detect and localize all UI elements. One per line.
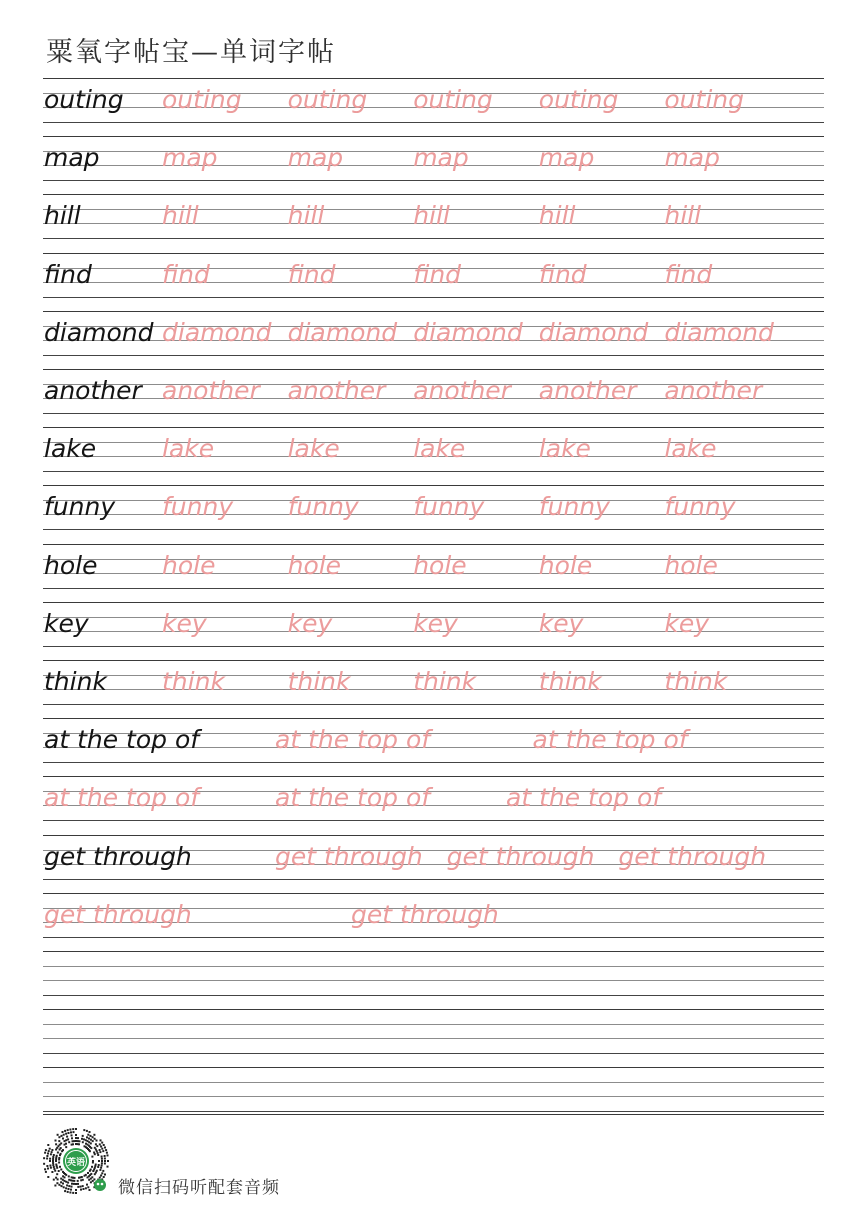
model-word: lake: [44, 434, 97, 464]
guide-line: [43, 136, 824, 137]
trace-word: find: [287, 259, 336, 289]
trace-word: hill: [664, 201, 702, 231]
trace-word: get through: [351, 899, 499, 929]
page-title: 粟氧字帖宝—单词字帖: [46, 37, 336, 68]
guide-line: [43, 1114, 824, 1115]
trace-word: hole: [413, 550, 467, 580]
trace-word: another: [413, 376, 511, 405]
trace-word: another: [538, 376, 637, 405]
guide-line: [43, 660, 824, 661]
guide-line: [43, 762, 824, 763]
guide-line: [43, 194, 824, 195]
trace-word: lake: [664, 434, 717, 464]
trace-word: key: [413, 608, 458, 638]
trace-word: funny: [287, 492, 359, 522]
trace-word: think: [162, 667, 225, 696]
trace-word: funny: [538, 492, 610, 522]
footer: [42, 1127, 342, 1199]
trace-word: map: [413, 143, 469, 173]
guide-line: [43, 588, 824, 589]
trace-word: find: [538, 259, 587, 289]
model-word: hole: [44, 550, 98, 580]
trace-word: diamond: [413, 317, 523, 347]
guide-line: [43, 485, 824, 486]
trace-word: outing: [287, 85, 368, 114]
model-word: key: [44, 608, 89, 638]
guide-line: [43, 820, 824, 821]
guide-line: [43, 835, 824, 836]
trace-word: lake: [413, 434, 466, 464]
trace-word: at the top of: [275, 725, 431, 755]
guide-line: [43, 879, 824, 880]
trace-word: key: [162, 608, 207, 638]
guide-line: [43, 893, 824, 894]
qr-code-icon[interactable]: [42, 1127, 110, 1195]
trace-word: another: [162, 376, 260, 405]
trace-word: another: [664, 376, 763, 405]
trace-word: find: [664, 259, 713, 289]
trace-word: diamond: [538, 317, 649, 347]
trace-word: funny: [413, 492, 485, 522]
guide-line: [43, 1024, 824, 1025]
guide-line: [43, 78, 824, 79]
guide-line: [43, 253, 824, 254]
guide-line: [43, 980, 824, 981]
trace-word: at the top of: [532, 725, 688, 755]
guide-line: [43, 311, 824, 312]
trace-word: find: [162, 259, 210, 289]
trace-word: at the top of: [44, 783, 200, 813]
trace-word: map: [287, 143, 344, 173]
guide-line: [43, 297, 824, 298]
trace-word: another: [287, 376, 386, 405]
guide-line: [43, 369, 824, 370]
trace-word: diamond: [162, 317, 272, 347]
guide-line: [43, 355, 824, 356]
guide-line: [43, 471, 824, 472]
trace-word: diamond: [664, 317, 774, 347]
model-word: hill: [44, 201, 81, 231]
trace-word: hill: [287, 201, 325, 231]
trace-word: outing: [162, 85, 242, 114]
model-word: find: [44, 259, 92, 289]
model-word: map: [44, 143, 100, 173]
guide-line: [43, 180, 824, 181]
guide-line: [43, 1096, 824, 1097]
guide-line: [43, 1067, 824, 1068]
guide-line: [43, 995, 824, 996]
trace-word: lake: [162, 434, 215, 464]
guide-line: [43, 646, 824, 647]
model-word: outing: [44, 85, 124, 114]
trace-word: lake: [538, 434, 591, 464]
trace-word: key: [287, 608, 333, 638]
model-word: get through: [44, 841, 192, 871]
guide-line: [43, 602, 824, 603]
trace-word: map: [664, 143, 720, 173]
trace-word: hole: [287, 550, 342, 580]
qr-badge-text: 英语: [66, 1158, 86, 1168]
trace-word: key: [664, 608, 710, 638]
trace-word: find: [413, 259, 462, 289]
trace-word: think: [287, 667, 351, 696]
trace-word: hill: [413, 201, 450, 231]
guide-line: [43, 966, 824, 967]
trace-word: outing: [538, 85, 619, 114]
trace-word: outing: [413, 85, 493, 114]
trace-word: at the top of: [275, 783, 431, 813]
guide-line: [43, 1053, 824, 1054]
trace-word: get through: [275, 841, 423, 871]
guide-line: [43, 1009, 824, 1010]
trace-word: think: [413, 667, 477, 696]
guide-line: [43, 718, 824, 719]
guide-line: [43, 704, 824, 705]
trace-word: lake: [287, 434, 340, 464]
model-word: another: [44, 376, 142, 405]
trace-word: at the top of: [506, 783, 662, 813]
model-word: diamond: [44, 317, 154, 347]
trace-word: map: [538, 143, 595, 173]
guide-line: [43, 1111, 824, 1112]
trace-word: map: [162, 143, 218, 173]
trace-word: think: [538, 667, 602, 696]
guide-line: [43, 238, 824, 239]
trace-word: hole: [664, 550, 718, 580]
model-word: at the top of: [44, 725, 200, 755]
trace-word: funny: [162, 492, 234, 522]
guide-line: [43, 937, 824, 938]
guide-line: [43, 1082, 824, 1083]
model-word: think: [44, 667, 107, 696]
guide-line: [43, 951, 824, 952]
trace-word: funny: [664, 492, 736, 522]
guide-line: [43, 413, 824, 414]
guide-line: [43, 427, 824, 428]
trace-word: get through: [44, 899, 192, 929]
trace-word: hole: [162, 550, 216, 580]
trace-word: get through: [446, 841, 595, 871]
trace-word: hill: [538, 201, 576, 231]
model-word: funny: [44, 492, 116, 522]
trace-word: outing: [664, 85, 744, 114]
trace-word: key: [538, 608, 584, 638]
guide-line: [43, 122, 824, 123]
trace-word: think: [664, 667, 728, 696]
guide-line: [43, 776, 824, 777]
guide-line: [43, 1038, 824, 1039]
audio-caption: 微信扫码听配套音频: [118, 1178, 280, 1198]
trace-word: get through: [618, 841, 767, 871]
trace-word: diamond: [287, 317, 398, 347]
trace-word: hill: [162, 201, 199, 231]
guide-line: [43, 529, 824, 530]
guide-line: [43, 544, 824, 545]
trace-word: hole: [538, 550, 593, 580]
